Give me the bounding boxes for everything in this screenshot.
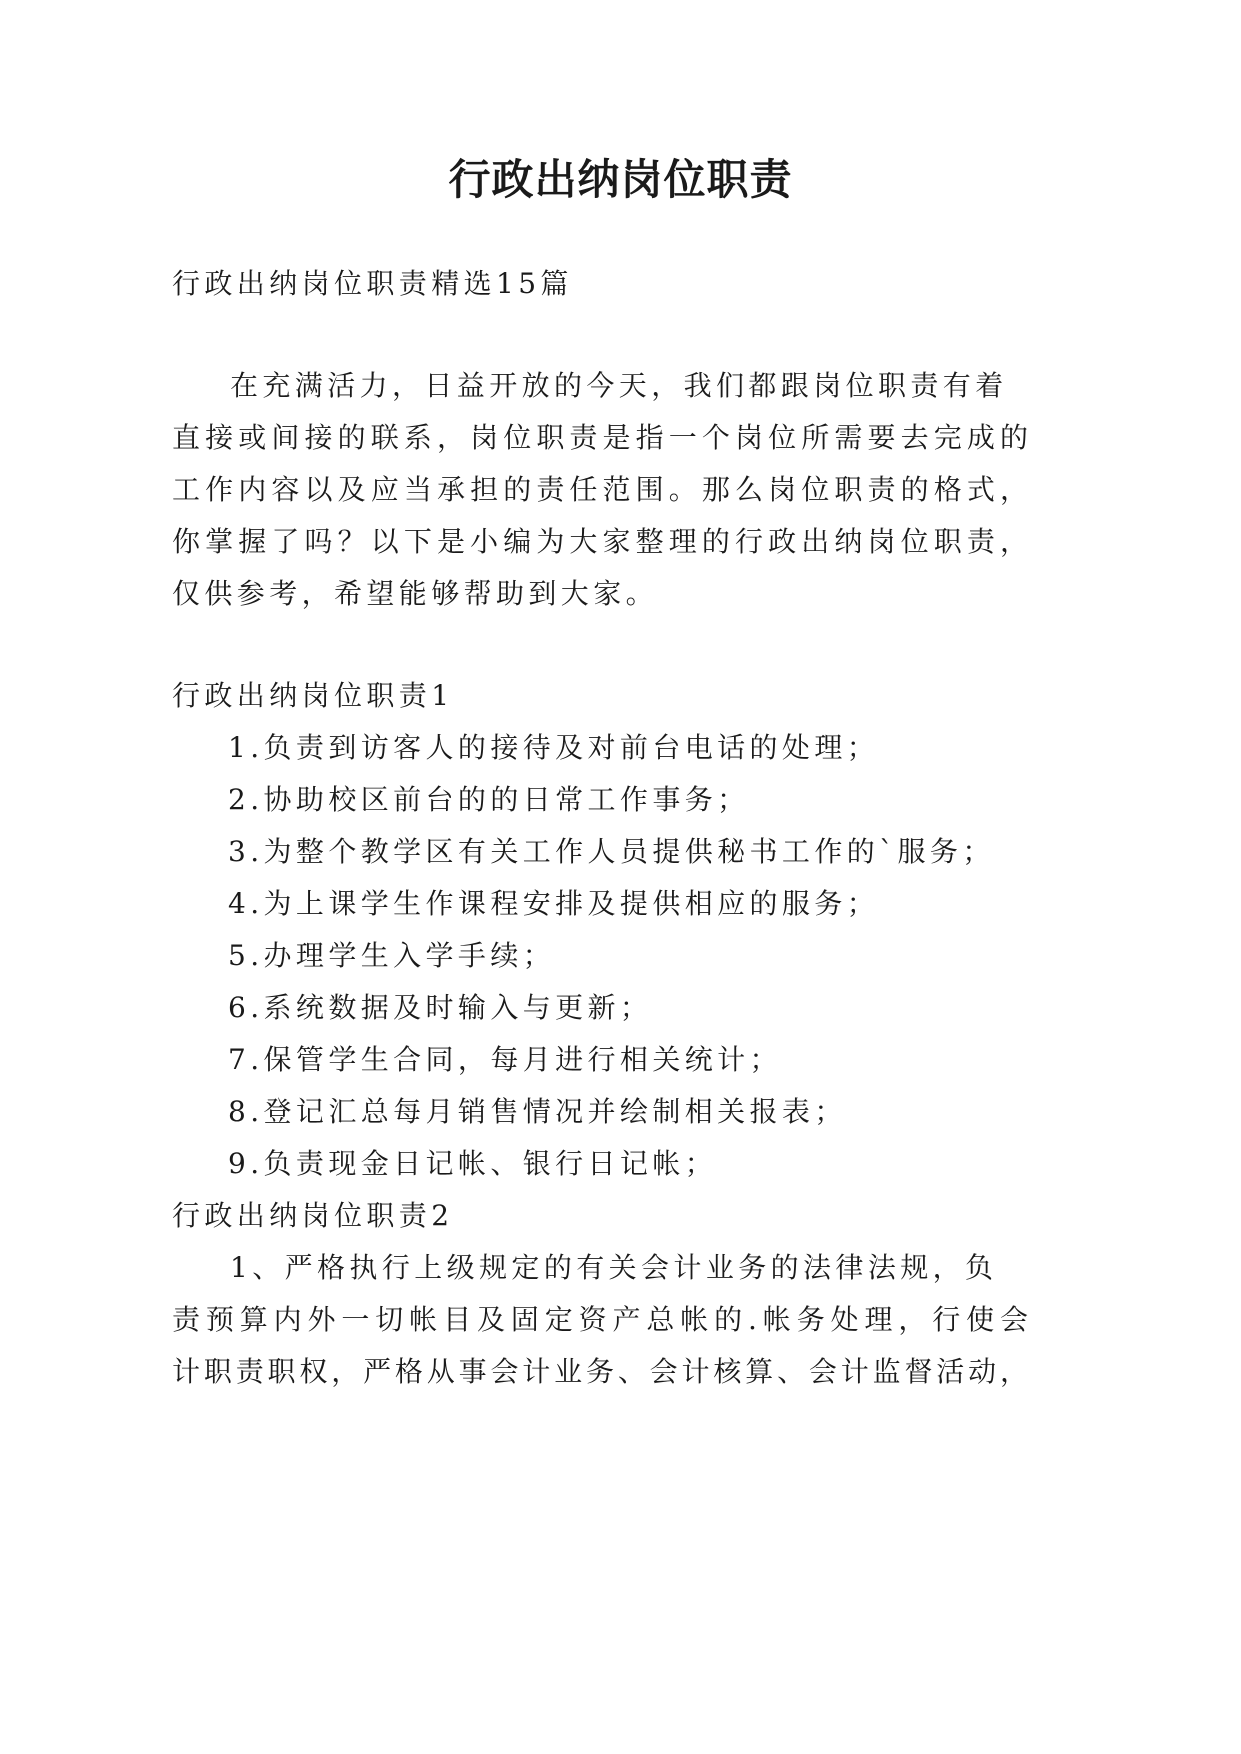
section-heading: 行政出纳岗位职责2 xyxy=(172,1199,454,1232)
duty-item: 8.登记汇总每月销售情况并绘制相关报表； xyxy=(228,1095,847,1128)
intro-line: 直接或间接的联系，岗位职责是指一个岗位所需要去完成的 xyxy=(172,421,1028,454)
duty-item: 4.为上课学生作课程安排及提供相应的服务； xyxy=(228,887,880,920)
duty-item: 5.办理学生入学手续； xyxy=(228,939,556,972)
duty-item: 6.系统数据及时输入与更新； xyxy=(228,991,653,1024)
duty-item: 2.协助校区前台的的日常工作事务； xyxy=(228,783,750,816)
intro-line: 仅供参考，希望能够帮助到大家。 xyxy=(172,577,659,610)
document-subtitle: 行政出纳岗位职责精选15篇 xyxy=(172,267,573,300)
intro-line: 工作内容以及应当承担的责任范围。那么岗位职责的格式， xyxy=(172,473,1028,506)
section-line: 1、严格执行上级规定的有关会计业务的法律法规，负 xyxy=(230,1251,998,1284)
section-line: 责预算内外一切帐目及固定资产总帐的.帐务处理，行使会 xyxy=(172,1303,1028,1336)
intro-line: 你掌握了吗？以下是小编为大家整理的行政出纳岗位职责， xyxy=(172,525,1028,558)
section-line: 计职责职权，严格从事会计业务、会计核算、会计监督活动， xyxy=(172,1355,1028,1388)
document-title: 行政出纳岗位职责 xyxy=(448,155,793,204)
intro-line: 在充满活力，日益开放的今天，我们都跟岗位职责有着 xyxy=(230,369,1008,402)
duty-item: 3.为整个教学区有关工作人员提供秘书工作的`服务； xyxy=(228,835,995,868)
section-heading: 行政出纳岗位职责1 xyxy=(172,679,454,712)
duty-item: 7.保管学生合同，每月进行相关统计； xyxy=(228,1043,782,1076)
duty-item: 1.负责到访客人的接待及对前台电话的处理； xyxy=(228,731,880,764)
duty-item: 9.负责现金日记帐、银行日记帐； xyxy=(228,1147,718,1180)
